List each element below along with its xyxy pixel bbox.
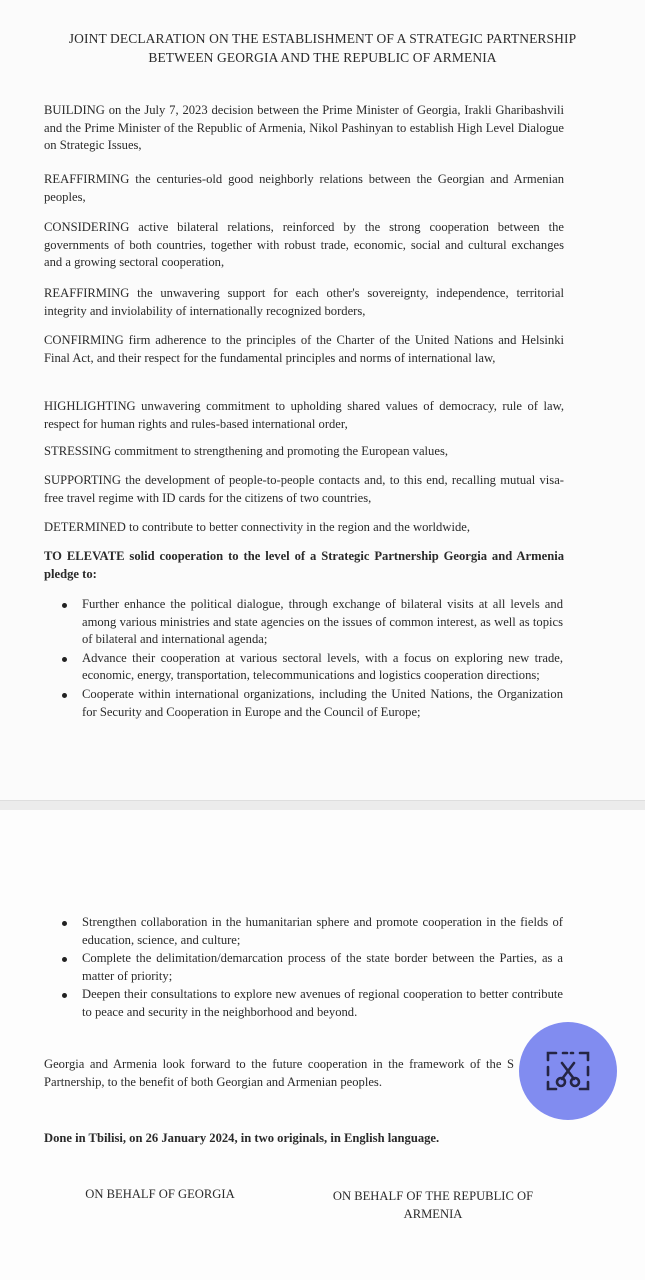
scissors-crop-icon — [543, 1046, 593, 1096]
pledge-text: Further enhance the political dialogue, through exchange of bilateral visits at all levels and among various ministries and state agencies on the issues of common interest, as well as topics of bilateral and international agenda; — [82, 597, 563, 647]
bullet-icon — [62, 921, 67, 926]
list-item — [60, 686, 563, 721]
list-item — [60, 650, 563, 685]
elevate-statement: TO ELEVATE solid cooperation to the level of a Strategic Partnership Georgia and Armenia pledge to: — [44, 549, 564, 581]
preamble-determined: DETERMINED to contribute to better connectivity in the region and the worldwide, — [44, 520, 470, 534]
preamble-reaffirming-relations: REAFFIRMING the centuries-old good neighborly relations between the Georgian and Armenian peoples, — [44, 172, 564, 204]
signature-georgia: ON BEHALF OF GEORGIA — [85, 1187, 235, 1201]
signature-armenia-line-1: ON BEHALF OF THE REPUBLIC OF — [332, 1189, 534, 1203]
screenshot-crop-button[interactable] — [519, 1022, 617, 1120]
signature-armenia-line-2: ARMENIA — [403, 1207, 463, 1221]
bullet-icon — [62, 693, 67, 698]
preamble-stressing: STRESSING commitment to strengthening and promoting the European values, — [44, 444, 448, 458]
document-title-line-2: BETWEEN GEORGIA AND THE REPUBLIC OF ARMENIA — [148, 50, 497, 65]
pledge-text: Deepen their consultations to explore new avenues of regional cooperation to better contribute to peace and security in the neighborhood and beyond. — [82, 987, 563, 1019]
bullet-icon — [62, 957, 67, 962]
bullet-icon — [62, 993, 67, 998]
closing-paragraph: Georgia and Armenia look forward to the future cooperation in the framework of the S Partnership, to the benefit of both Georgian and Armenian peoples. — [44, 1057, 514, 1089]
document-title-line-1: JOINT DECLARATION ON THE ESTABLISHMENT OF A STRATEGIC PARTNERSHIP — [68, 31, 577, 46]
pledge-list-page-1 — [60, 596, 563, 722]
bullet-icon — [62, 657, 67, 662]
done-statement: Done in Tbilisi, on 26 January 2024, in two originals, in English language. — [44, 1131, 440, 1145]
preamble-supporting: SUPPORTING the development of people-to-people contacts and, to this end, recalling mutual visa-free travel regime with ID cards for the citizens of two countries, — [44, 473, 564, 505]
preamble-considering: CONSIDERING active bilateral relations, reinforced by the strong cooperation between the governments of both countries, together with robust trade, economic, social and cultural exchanges and a growing sectoral cooperation, — [44, 220, 564, 270]
preamble-reaffirming-sovereignty: REAFFIRMING the unwavering support for each other's sovereignty, independence, territorial integrity and inviolability of internationally recognized borders, — [44, 286, 564, 318]
pledge-text: Advance their cooperation at various sectoral levels, with a focus on exploring new trade, economic, energy, transportation, telecommunications and logistics cooperation directions; — [82, 650, 563, 683]
list-item — [60, 950, 563, 985]
pledge-list-page-2 — [60, 914, 563, 1023]
pledge-text: Strengthen collaboration in the humanitarian sphere and promote cooperation in the fields of education, science, and culture; — [82, 915, 563, 947]
preamble-confirming: CONFIRMING firm adherence to the principles of the Charter of the United Nations and Helsinki Final Act, and their respect for the fundamental principles and norms of international law, — [44, 333, 564, 365]
preamble-building: BUILDING on the July 7, 2023 decision between the Prime Minister of Georgia, Irakli Gharibashvili and the Prime Minister of the Republic of Armenia, Nikol Pashinyan to establish High Level Dialogue on Strategic Issues, — [44, 103, 564, 153]
pledge-text: Cooperate within international organizations, including the United Nations, the Organization for Security and Cooperation in Europe and the Council of Europe; — [82, 686, 563, 719]
list-item — [60, 914, 563, 949]
list-item — [60, 986, 563, 1021]
pledge-text: Complete the delimitation/demarcation process of the state border between the Parties, as a matter of priority; — [82, 951, 563, 983]
list-item — [60, 596, 563, 649]
preamble-highlighting: HIGHLIGHTING unwavering commitment to upholding shared values of democracy, rule of law, respect for human rights and rules-based international order, — [44, 399, 564, 431]
bullet-icon — [62, 603, 67, 608]
